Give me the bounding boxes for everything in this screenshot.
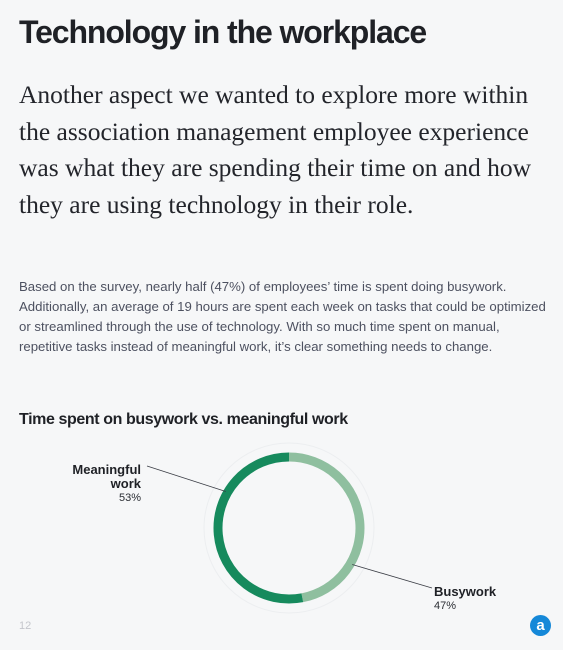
busywork-label — [434, 585, 496, 613]
meaningful-work-label — [61, 463, 141, 505]
meaningful-work-percent: 53% — [118, 492, 141, 504]
intro-paragraph: Another aspect we wanted to explore more within the association management employee experience was what they are spending their time on and how they are using technology in their role. — [19, 80, 531, 219]
busywork-percent: 47% — [434, 600, 457, 612]
busywork-leader-line — [352, 565, 432, 589]
meaningful-leader-line — [147, 466, 226, 492]
body-paragraph: Based on the survey, nearly half (47%) of employees’ time is spent doing busywork. Additionally, an average of 19 hours are spent each week on tasks that could be optimized or streamlined through the use of technology. With so much time spent on manual, repetitive tasks instead of meaningful work, it’s clear something needs to change. — [19, 279, 546, 354]
busywork-name: Busywork — [434, 584, 497, 599]
meaningful-work-name: Meaningful work — [72, 462, 141, 491]
page-title: Technology in the workplace — [19, 14, 427, 50]
page-number: 12 — [19, 620, 32, 632]
chart-title: Time spent on busywork vs. meaningful work — [19, 411, 348, 428]
chart-background-ring — [204, 443, 374, 613]
donut-slice-busywork — [289, 457, 360, 598]
brand-logo-icon: a — [530, 615, 551, 636]
donut-slice-meaningful-work — [218, 457, 302, 599]
